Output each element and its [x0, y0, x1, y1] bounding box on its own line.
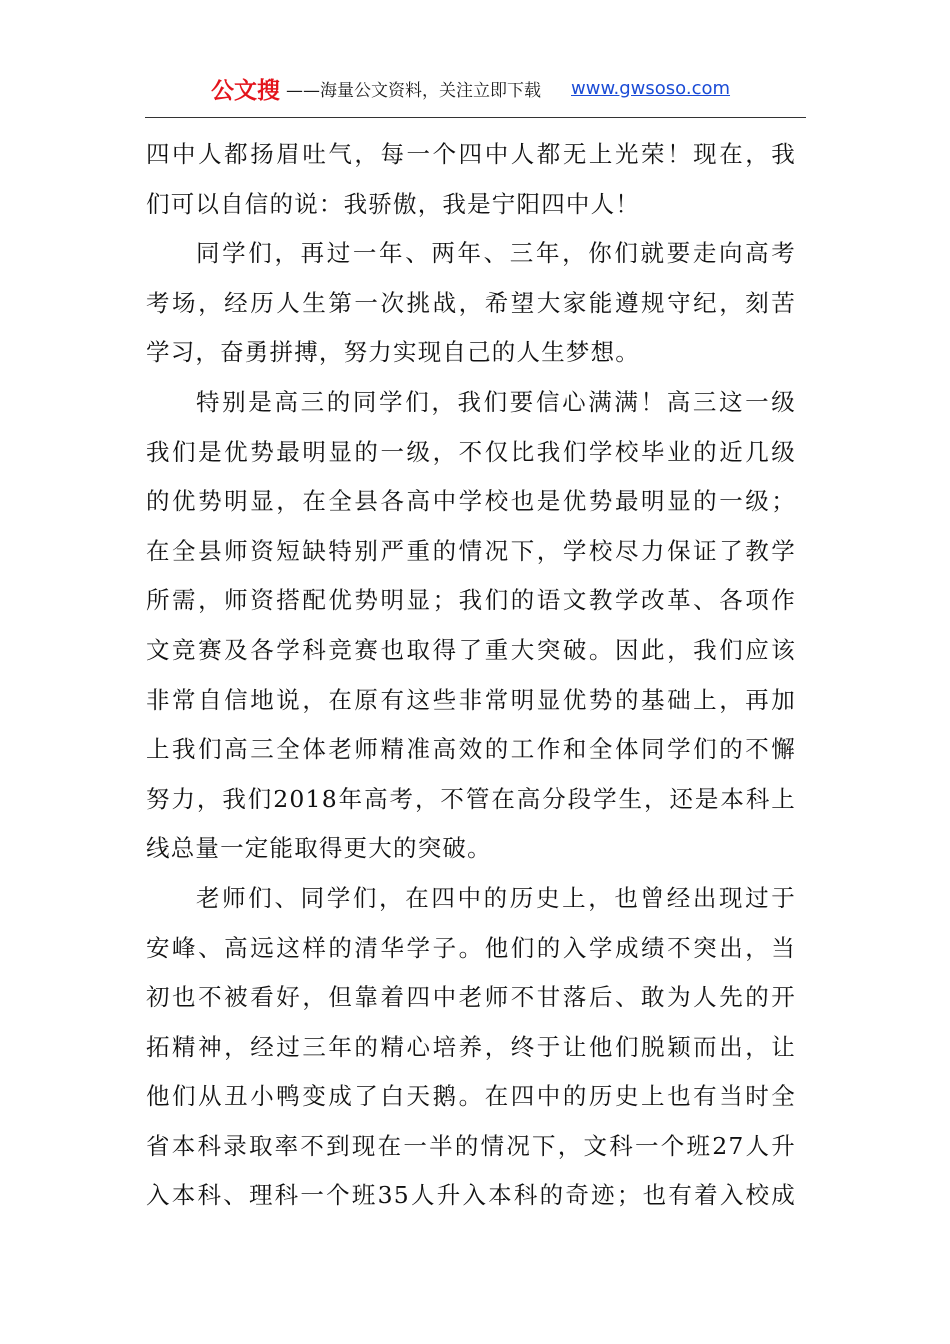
text-line: 安峰、高远这样的清华学子。他们的入学成绩不突出，当	[146, 933, 796, 962]
document-body	[146, 130, 796, 1221]
text-line: 文竞赛及各学科竞赛也取得了重大突破。因此，我们应该	[146, 635, 796, 664]
text-line: 学习，奋勇拼搏，努力实现自己的人生梦想。	[146, 338, 640, 367]
text-line: 的优势明显，在全县各高中学校也是优势最明显的一级；	[146, 487, 796, 516]
text-line: 我们是优势最明显的一级，不仅比我们学校毕业的近几级	[146, 437, 796, 466]
text-line: 努力，我们2018年高考，不管在高分段学生，还是本科上	[146, 784, 796, 813]
text-line: 入本科、理科一个班35人升入本科的奇迹；也有着入校成	[146, 1181, 796, 1210]
text-line: 同学们，再过一年、两年、三年，你们就要走向高考	[196, 239, 796, 268]
text-line: 初也不被看好，但靠着四中老师不甘落后、敢为人先的开	[146, 983, 796, 1012]
header-slogan: ——海量公文资料，关注立即下载	[286, 80, 541, 101]
text-line: 在全县师资短缺特别严重的情况下，学校尽力保证了教学	[146, 536, 796, 565]
text-line: 所需，师资搭配优势明显；我们的语文教学改革、各项作	[146, 586, 796, 615]
page-header	[145, 68, 805, 108]
text-line: 线总量一定能取得更大的突破。	[146, 834, 492, 863]
text-line: 他们从丑小鸭变成了白天鹅。在四中的历史上也有当时全	[146, 1082, 796, 1111]
text-line: 四中人都扬眉吐气，每一个四中人都无上光荣！现在，我	[146, 140, 796, 168]
text-line: 上我们高三全体老师精准高效的工作和全体同学们的不懈	[146, 735, 796, 764]
brand-logo-text: 公文搜	[211, 77, 280, 104]
text-line: 考场，经历人生第一次挑战，希望大家能遵规守纪，刻苦	[146, 288, 796, 317]
text-line: 省本科录取率不到现在一半的情况下，文科一个班27人升	[146, 1131, 796, 1160]
text-line: 特别是高三的同学们，我们要信心满满！高三这一级	[196, 387, 796, 416]
text-line: 们可以自信的说：我骄傲，我是宁阳四中人！	[146, 189, 640, 218]
text-line: 非常自信地说，在原有这些非常明显优势的基础上，再加	[146, 685, 796, 714]
text-line: 拓精神，经过三年的精心培养，终于让他们脱颖而出，让	[146, 1032, 796, 1061]
header-divider	[145, 117, 806, 118]
website-link[interactable]: www.gwsoso.com	[571, 77, 731, 99]
text-line: 老师们、同学们，在四中的历史上，也曾经出现过于	[196, 883, 796, 912]
